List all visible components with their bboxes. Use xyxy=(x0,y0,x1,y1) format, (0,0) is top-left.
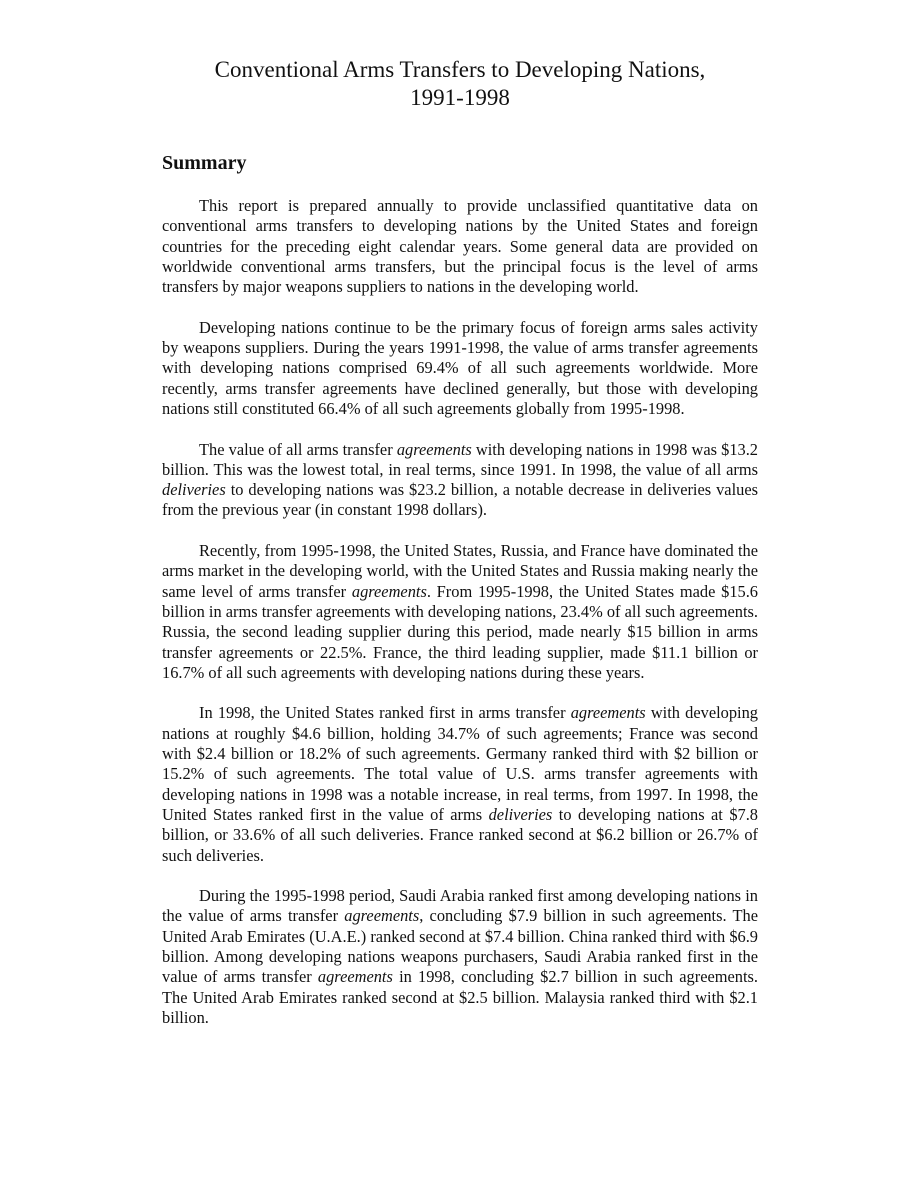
paragraph-text: Recently, from 1995-1998, the United States, Russia, and France have dominated the arms market in the developing world, with the United States and Russia making nearly the same level of arms transfer xyxy=(162,541,758,601)
paragraph-text: to developing nations at $7.8 billion, or 33.6% of all such deliveries. France ranked second at $6.2 billion or 26.7% of such deliveries. xyxy=(162,804,758,865)
summary-paragraph-4 xyxy=(162,541,758,683)
paragraph-text: This report is prepared annually to provide unclassified quantitative data on conventional arms transfers to developing nations by the United States and foreign countries for the preceding eight calendar years. Some general data are provided on worldwide conventional arms transfers, but the principal focus is the level of arms transfers by major weapons suppliers to nations in the developing world. xyxy=(162,196,758,297)
emphasized-text: agreements xyxy=(344,906,420,926)
section-heading-summary: Summary xyxy=(162,152,247,174)
paragraph-text: In 1998, the United States ranked first in arms transfer xyxy=(199,703,571,723)
paragraph-text: During the 1995-1998 period, Saudi Arabia ranked first among developing nations in the value of arms transfer xyxy=(162,886,758,926)
summary-paragraph-1 xyxy=(162,196,758,297)
paragraph-text: to developing nations was $23.2 billion, a notable decrease in deliveries values from the previous year (in constant 1998 dollars). xyxy=(162,480,758,520)
paragraph-text: with developing nations at roughly $4.6 billion, holding 34.7% of such agreements; France was second with $2.4 billion or 18.2% of such agreements. Germany ranked third with $2 billion or 15.2% of such agreements. The total value of U.S. arms transfer agreements with developing nations in 1998 was a notable increase, in real terms, from 1997. In 1998, the United States ranked first in the value of arms xyxy=(162,703,758,824)
document-page xyxy=(162,56,759,1027)
paragraph-text: in 1998, concluding $2.7 billion in such agreements. The United Arab Emirates ranked second at $2.5 billion. Malaysia ranked third with $2.1 billion. xyxy=(162,967,759,1027)
document-title xyxy=(122,56,798,112)
emphasized-text: agreements xyxy=(396,439,472,459)
emphasized-text: deliveries xyxy=(488,804,553,824)
paragraph-text: . From 1995-1998, the United States made $15.6 billion in arms transfer agreements with developing nations, 23.4% of all such agreements. Russia, the second leading supplier during this period, made nearly $15 billion in arms transfer agreements or 22.5%. France, the third leading supplier, made $11.1 billion or 16.7% of all such agreements with developing nations during these years. xyxy=(162,581,758,682)
summary-paragraph-5 xyxy=(162,703,758,865)
document-title-line-2: 1991-1998 xyxy=(410,85,510,110)
paragraph-text: Developing nations continue to be the primary focus of foreign arms sales activity by weapons suppliers. During the years 1991-1998, the value of arms transfer agreements with developing nations comprised 69.4% of all such agreements worldwide. More recently, arms transfer agreements have declined generally, but those with developing nations still constituted 66.4% of all such agreements globally from 1995-1998. xyxy=(162,317,758,418)
emphasized-text: agreements xyxy=(570,703,646,723)
summary-body xyxy=(162,196,758,1048)
summary-paragraph-6 xyxy=(162,886,758,1028)
paragraph-text: , concluding $7.9 billion in such agreements. The United Arab Emirates (U.A.E.) ranked second at $7.4 billion. China ranked third with $6.9 billion. Among developing nations weapons purchasers, Saudi Arabia ranked first in the value of arms transfer xyxy=(162,906,758,987)
paragraph-text: The value of all arms transfer xyxy=(199,439,397,459)
summary-paragraph-2 xyxy=(162,318,758,419)
emphasized-text: agreements xyxy=(351,581,427,601)
paragraph-text: with developing nations in 1998 was $13.2 billion. This was the lowest total, in real terms, since 1991. In 1998, the value of all arms xyxy=(162,439,759,479)
emphasized-text: deliveries xyxy=(162,480,226,500)
summary-paragraph-3 xyxy=(162,440,758,521)
document-title-line-1: Conventional Arms Transfers to Developing Nations, xyxy=(214,57,706,82)
emphasized-text: agreements xyxy=(317,967,393,987)
